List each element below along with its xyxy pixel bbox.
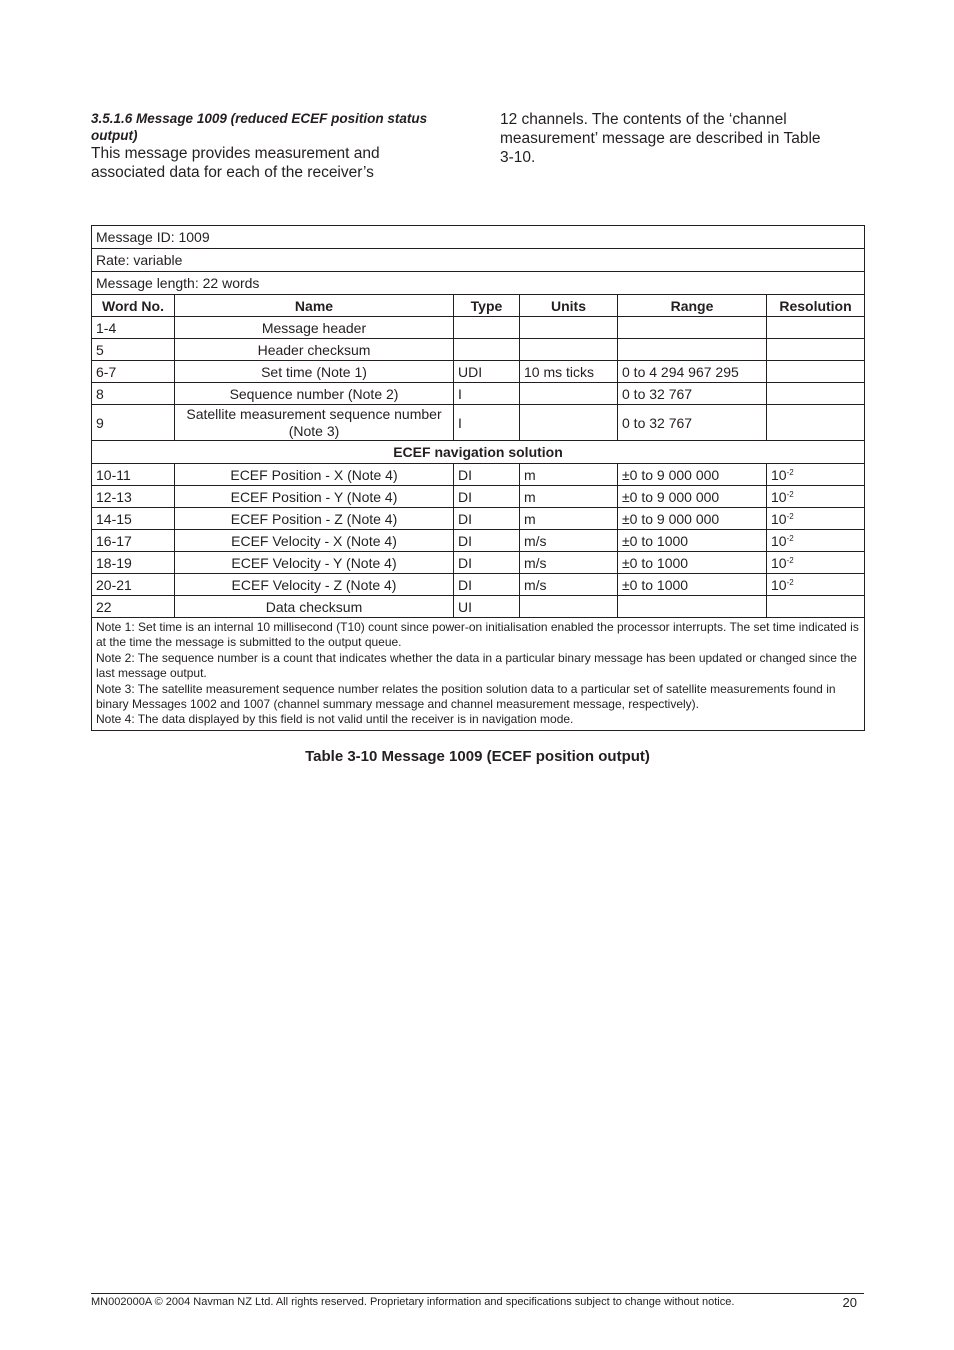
name-cell: ECEF Velocity - X (Note 4) <box>175 530 454 552</box>
resolution-exponent: -2 <box>786 511 794 521</box>
resolution-cell <box>767 317 865 339</box>
units-cell <box>520 383 618 405</box>
resolution-base: 10 <box>771 576 787 593</box>
range-cell: ±0 to 9 000 000 <box>618 508 767 530</box>
type-cell: DI <box>454 552 520 574</box>
col-header-range: Range <box>618 295 767 317</box>
units-cell: m <box>520 464 618 486</box>
left-paragraph: This message provides measurement and associated data for each of the receiver’s <box>91 145 380 181</box>
resolution-cell <box>767 464 865 486</box>
resolution-cell <box>767 508 865 530</box>
range-cell: ±0 to 1000 <box>618 530 767 552</box>
message-id-cell: Message ID: 1009 <box>92 226 865 249</box>
word-cell: 1-4 <box>92 317 175 339</box>
name-cell: Set time (Note 1) <box>175 361 454 383</box>
type-cell: I <box>454 405 520 441</box>
word-cell: 18-19 <box>92 552 175 574</box>
subheading-row: ECEF navigation solution <box>92 441 865 464</box>
table-row <box>92 405 865 441</box>
resolution-cell <box>767 486 865 508</box>
name-cell: Header checksum <box>175 339 454 361</box>
resolution-cell <box>767 405 865 441</box>
name-cell: ECEF Velocity - Z (Note 4) <box>175 574 454 596</box>
word-cell: 8 <box>92 383 175 405</box>
units-cell <box>520 317 618 339</box>
resolution-exponent: -2 <box>786 577 794 587</box>
name-cell: ECEF Position - Z (Note 4) <box>175 508 454 530</box>
name-cell: ECEF Velocity - Y (Note 4) <box>175 552 454 574</box>
units-cell: m/s <box>520 574 618 596</box>
type-cell <box>454 339 520 361</box>
units-cell: m/s <box>520 530 618 552</box>
resolution-exponent: -2 <box>786 467 794 477</box>
name-cell: Message header <box>175 317 454 339</box>
resolution-cell <box>767 361 865 383</box>
left-column <box>91 110 431 182</box>
table-row <box>92 486 865 508</box>
resolution-cell <box>767 530 865 552</box>
resolution-cell <box>767 339 865 361</box>
resolution-cell <box>767 552 865 574</box>
type-cell: DI <box>454 508 520 530</box>
type-cell: I <box>454 383 520 405</box>
units-cell: m <box>520 486 618 508</box>
note-3: Note 3: The satellite measurement sequence number relates the position solution data to a particular set of satellite measurements found in binary Messages 1002 and 1007 (channel summary message and channel measurement message, respectively). <box>96 681 836 712</box>
word-cell: 5 <box>92 339 175 361</box>
range-cell <box>618 596 767 618</box>
type-cell: UI <box>454 596 520 618</box>
name-cell: Satellite measurement sequence number (Note 3) <box>175 405 454 441</box>
range-cell <box>618 339 767 361</box>
word-cell: 6-7 <box>92 361 175 383</box>
resolution-exponent: -2 <box>786 533 794 543</box>
resolution-exponent: -2 <box>786 555 794 565</box>
range-cell: ±0 to 9 000 000 <box>618 464 767 486</box>
right-column <box>500 110 830 167</box>
units-cell: 10 ms ticks <box>520 361 618 383</box>
table-row <box>92 361 865 383</box>
units-cell: m/s <box>520 552 618 574</box>
resolution-cell <box>767 383 865 405</box>
note-2: Note 2: The sequence number is a count that indicates whether the data in a particular binary message has been updated or changed since the last message output. <box>96 650 857 681</box>
footer-text: MN002000A © 2004 Navman NZ Ltd. All rights reserved. Proprietary information and specifications subject to change without notice. <box>91 1296 735 1308</box>
table-row <box>92 552 865 574</box>
table-row <box>92 464 865 486</box>
range-cell: ±0 to 9 000 000 <box>618 486 767 508</box>
type-cell: DI <box>454 574 520 596</box>
resolution-base: 10 <box>771 510 787 527</box>
table-row <box>92 508 865 530</box>
resolution-base: 10 <box>771 466 787 483</box>
word-cell: 22 <box>92 596 175 618</box>
table-row <box>92 530 865 552</box>
word-cell: 16-17 <box>92 530 175 552</box>
name-cell: Sequence number (Note 2) <box>175 383 454 405</box>
footer-divider <box>91 1293 864 1294</box>
right-paragraph: 12 channels. The contents of the ‘channel measurement’ message are described in Table 3-10. <box>500 111 821 166</box>
units-cell <box>520 596 618 618</box>
range-cell: ±0 to 1000 <box>618 574 767 596</box>
table-row <box>92 339 865 361</box>
word-cell: 14-15 <box>92 508 175 530</box>
message-table <box>91 225 865 731</box>
range-cell: 0 to 4 294 967 295 <box>618 361 767 383</box>
word-cell: 10-11 <box>92 464 175 486</box>
type-cell: DI <box>454 486 520 508</box>
col-header-resolution: Resolution <box>767 295 865 317</box>
col-header-units: Units <box>520 295 618 317</box>
resolution-base: 10 <box>771 554 787 571</box>
type-cell: UDI <box>454 361 520 383</box>
col-header-type: Type <box>454 295 520 317</box>
resolution-exponent: -2 <box>786 489 794 499</box>
header-row <box>92 295 865 317</box>
col-header-name: Name <box>175 295 454 317</box>
table-row <box>92 574 865 596</box>
units-cell <box>520 405 618 441</box>
table-row <box>92 317 865 339</box>
table-caption: Table 3-10 Message 1009 (ECEF position output) <box>305 748 650 765</box>
table-row <box>92 383 865 405</box>
range-cell: ±0 to 1000 <box>618 552 767 574</box>
range-cell: 0 to 32 767 <box>618 383 767 405</box>
resolution-base: 10 <box>771 488 787 505</box>
name-cell: ECEF Position - Y (Note 4) <box>175 486 454 508</box>
section-heading: 3.5.1.6 Message 1009 (reduced ECEF position status output) <box>91 111 428 143</box>
note-1: Note 1: Set time is an internal 10 millisecond (T10) count since power-on initialisation enabled the processor interrupts. The set time indicated is at the time the message is submitted to the output queue. <box>96 620 859 650</box>
word-cell: 20-21 <box>92 574 175 596</box>
word-cell: 9 <box>92 405 175 441</box>
range-cell: 0 to 32 767 <box>618 405 767 441</box>
col-header-word: Word No. <box>92 295 175 317</box>
type-cell: DI <box>454 464 520 486</box>
range-cell <box>618 317 767 339</box>
notes-cell <box>92 618 865 731</box>
rate-cell: Rate: variable <box>92 249 865 272</box>
note-4: Note 4: The data displayed by this field is not valid until the receiver is in navigation mode. <box>96 712 574 727</box>
units-cell <box>520 339 618 361</box>
name-cell: ECEF Position - X (Note 4) <box>175 464 454 486</box>
length-cell: Message length: 22 words <box>92 272 865 295</box>
name-cell: Data checksum <box>175 596 454 618</box>
resolution-base: 10 <box>771 532 787 549</box>
word-cell: 12-13 <box>92 486 175 508</box>
units-cell: m <box>520 508 618 530</box>
table-row <box>92 596 865 618</box>
type-cell <box>454 317 520 339</box>
resolution-cell <box>767 574 865 596</box>
resolution-cell <box>767 596 865 618</box>
type-cell: DI <box>454 530 520 552</box>
page-number: 20 <box>842 1295 857 1310</box>
